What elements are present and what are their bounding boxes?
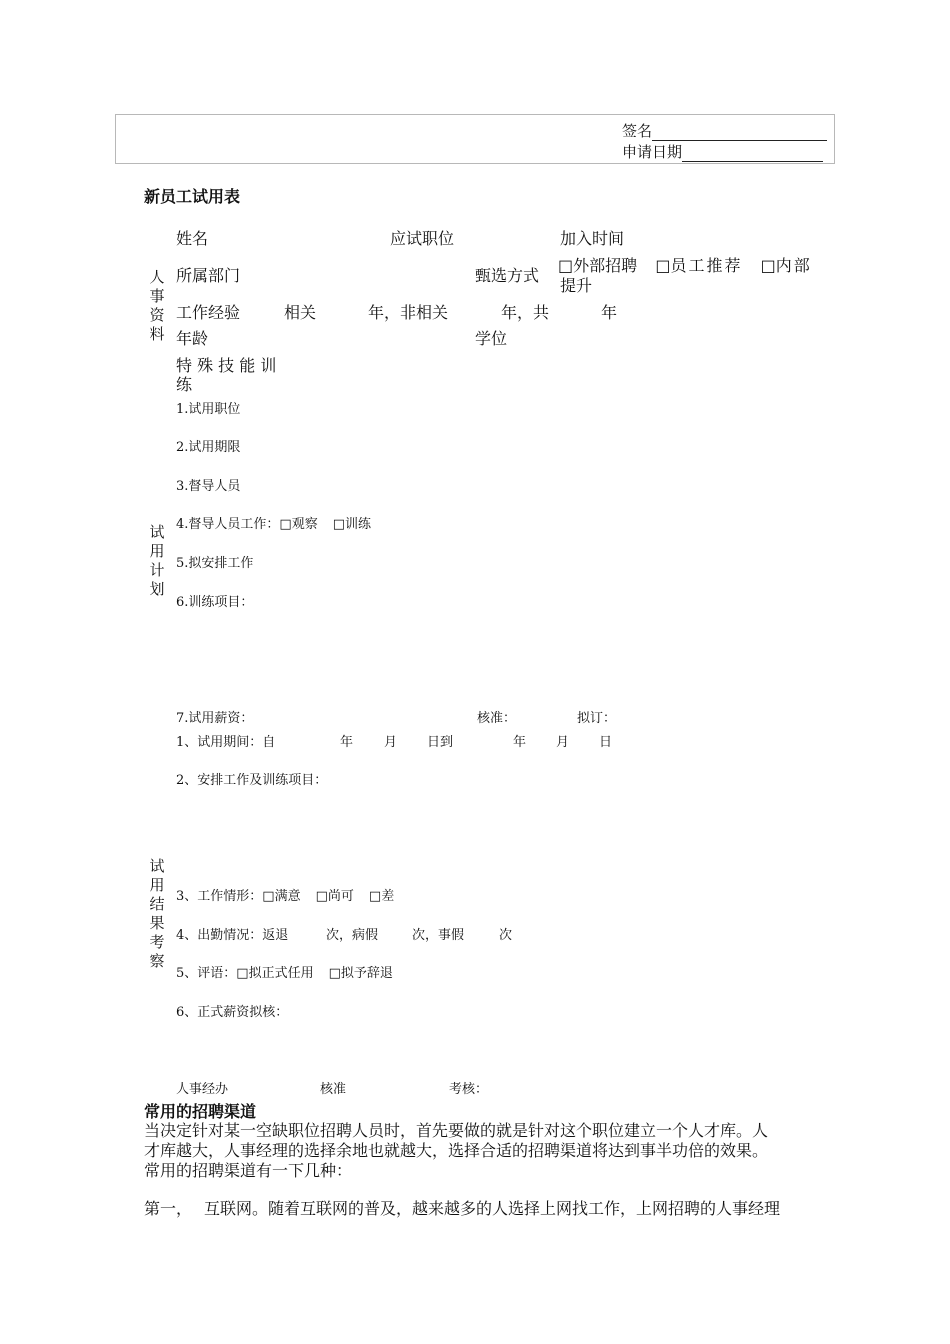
result-performance-label: 3、工作情形： [176, 889, 263, 904]
checkbox-external[interactable]: □ [558, 256, 574, 275]
form-title: 新员工试用表 [144, 187, 241, 206]
option-referral-label: 员工推荐 [670, 256, 743, 275]
result-comment-label: 5、评语： [176, 966, 237, 981]
result-period-month-1: 月 [384, 735, 398, 750]
article-para2-text: 互联网。随着互联网的普及，越来越多的人选择上网找工作，上网招聘的人事经理 [204, 1199, 781, 1218]
section-label-plan: 试 用 计 划 [149, 523, 165, 598]
checkbox-referral[interactable]: □ [655, 256, 671, 275]
checkbox-internal[interactable]: □ [760, 256, 776, 275]
plan-draft-label: 拟订： [577, 711, 617, 726]
option-train-label: 训练 [345, 517, 372, 532]
plan-approve-label: 核准： [477, 711, 517, 726]
apply-date-field[interactable] [622, 141, 823, 162]
option-hire-label: 拟正式任用 [248, 966, 314, 981]
related-label: 相关 [284, 303, 317, 322]
plan-item-period: 2.试用期限 [176, 440, 241, 455]
article-para1-line1: 当决定针对某一空缺职位招聘人员时，首先要做的就是针对这个职位建立一个人才库。人 [144, 1121, 769, 1140]
article-title: 常用的招聘渠道 [144, 1102, 257, 1121]
option-acceptable-label: 尚可 [327, 889, 354, 904]
option-promotion-label: 提升 [560, 276, 593, 295]
checkbox-poor[interactable]: □ [368, 889, 382, 904]
apply-date-label: 申请日期 [622, 143, 683, 161]
article-para2-prefix: 第一， [144, 1199, 193, 1218]
result-attendance-leave: 次，事假 [412, 928, 465, 943]
work-exp-label: 工作经验 [176, 303, 241, 322]
join-time-label: 加入时间 [560, 229, 625, 248]
year-total-label: 年，共 [501, 303, 550, 322]
signature-line[interactable] [652, 126, 827, 141]
article-para1-line3: 常用的招聘渠道有一下几种： [144, 1161, 353, 1180]
plan-item-salary: 7.试用薪资： [176, 711, 254, 726]
result-item-performance [176, 885, 394, 904]
option-poor-label: 差 [381, 889, 395, 904]
result-period-day-to: 日到 [427, 735, 454, 750]
result-period-month-2: 月 [556, 735, 570, 750]
year-unrelated-label: 年，非相关 [368, 303, 449, 322]
result-period-year-1: 年 [340, 735, 354, 750]
footer-approve: 核准 [320, 1082, 347, 1097]
checkbox-hire[interactable]: □ [236, 966, 249, 981]
section-label-personnel: 人 事 资 料 [149, 268, 165, 343]
result-item-comment [176, 962, 393, 981]
plan-item-supervisor-work-label: 4.督导人员工作： [176, 517, 280, 532]
checkbox-satisfied[interactable]: □ [262, 889, 275, 904]
plan-item-supervisor-work [176, 513, 371, 532]
department-label: 所属部门 [176, 266, 241, 285]
result-item-arrangement: 2、安排工作及训练项目： [176, 773, 328, 788]
selection-method-label: 甄选方式 [475, 266, 540, 285]
degree-label: 学位 [475, 329, 508, 348]
plan-item-arrange-work: 5.拟安排工作 [176, 556, 254, 571]
plan-item-position: 1.试用职位 [176, 402, 241, 417]
checkbox-observe[interactable]: □ [279, 517, 292, 532]
plan-item-supervisor: 3.督导人员 [176, 479, 241, 494]
age-label: 年龄 [176, 329, 209, 348]
apply-date-line[interactable] [682, 147, 823, 162]
checkbox-dismiss[interactable]: □ [328, 966, 341, 981]
result-attendance-prefix: 4、出勤情况：返退 [176, 928, 289, 943]
name-label: 姓名 [176, 229, 209, 248]
result-period-day: 日 [599, 735, 613, 750]
footer-hr-handler: 人事经办 [176, 1082, 229, 1097]
checkbox-acceptable[interactable]: □ [315, 889, 328, 904]
option-internal-label: 内部 [775, 256, 812, 275]
option-satisfied-label: 满意 [274, 889, 301, 904]
plan-item-training: 6.训练项目： [176, 595, 254, 610]
signature-label: 签名 [622, 122, 653, 140]
result-period-year-2: 年 [513, 735, 527, 750]
checkbox-train[interactable]: □ [332, 517, 346, 532]
option-external-label: 外部招聘 [573, 256, 638, 275]
article-para1-line2: 才库越大，人事经理的选择余地也就越大，选择合适的招聘渠道将达到事半功倍的效果。 [144, 1141, 769, 1160]
position-label: 应试职位 [390, 229, 455, 248]
year-label: 年 [601, 303, 618, 322]
result-item-formal-salary: 6、正式薪资拟核： [176, 1005, 289, 1020]
section-label-result: 试 用 结 果 考 察 [149, 857, 165, 970]
special-skill-label: 特 殊 技 能 训 [176, 356, 277, 375]
footer-assess: 考核： [449, 1082, 489, 1097]
option-observe-label: 观察 [291, 517, 318, 532]
result-attendance-times: 次 [499, 928, 513, 943]
selection-options [558, 253, 812, 276]
signature-field[interactable] [622, 120, 827, 141]
result-attendance-sick: 次，病假 [326, 928, 379, 943]
special-skill-label-wrap: 练 [176, 375, 193, 394]
option-dismiss-label: 拟予辞退 [340, 966, 393, 981]
result-period-prefix: 1、试用期间：自 [176, 735, 276, 750]
